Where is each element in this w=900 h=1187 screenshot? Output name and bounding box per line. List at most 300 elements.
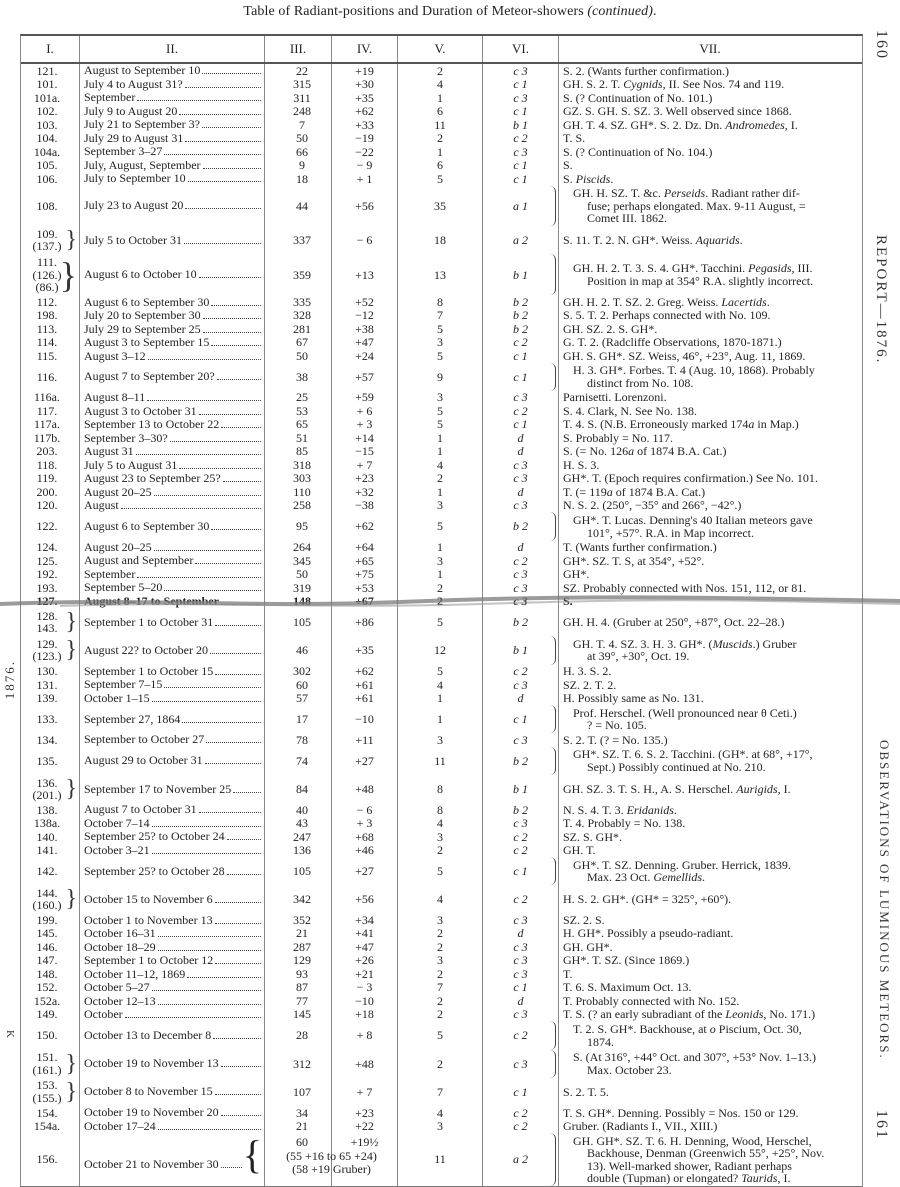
- right-ascension: 315: [293, 77, 311, 91]
- entry-number: 106.: [36, 171, 58, 186]
- declination: +67: [355, 594, 374, 609]
- notes-text: S. 4. Clark, N. See No. 138.: [563, 403, 697, 418]
- entry-number-cell: [21, 803, 79, 817]
- duration: [84, 472, 262, 485]
- class-mark: c 3: [513, 953, 528, 968]
- notes-line: [563, 941, 858, 954]
- notes-text: S. 2. T. (? = No. 135.): [563, 732, 668, 747]
- duration-cell: [79, 172, 264, 186]
- table-row: [21, 445, 862, 459]
- notes-line: [563, 844, 858, 857]
- meteor-count: 2: [437, 993, 443, 1008]
- entry-number-cell: [21, 541, 79, 555]
- right-ascension: 136: [293, 843, 311, 858]
- ra-cell: [264, 857, 331, 885]
- ra-cell: [264, 105, 331, 119]
- decl-cell: [331, 581, 397, 595]
- table-row: [21, 733, 862, 747]
- class-cell: [482, 541, 558, 555]
- notes-cell: [558, 64, 861, 78]
- notes-italic: Eridanids: [626, 802, 674, 817]
- notes-text: .: [739, 233, 743, 248]
- notes-cell: [558, 568, 861, 582]
- notes-line: [563, 734, 858, 747]
- meteor-count-cell: [397, 186, 482, 227]
- right-ascension: 105: [293, 863, 311, 878]
- dot-leader: [215, 923, 261, 924]
- meteor-count-cell: [397, 803, 482, 817]
- notes-line: [563, 323, 858, 336]
- notes-italic: a: [606, 484, 613, 499]
- meteor-count-cell: [397, 857, 482, 885]
- ra-cell: [264, 472, 331, 486]
- decl-cell: [331, 733, 397, 747]
- class-mark: c 3: [513, 966, 528, 981]
- entry-number: 138.: [36, 802, 58, 817]
- notes-text: T. 4. S. (N.B. Erroneously marked 174: [563, 417, 749, 432]
- decl-cell: [331, 954, 397, 968]
- meteor-count-cell: [397, 458, 482, 472]
- declination: − 6: [356, 802, 373, 817]
- notes-text: GH. H. 2. T. 3. S. 4. GH*. Tacchini.: [573, 261, 749, 276]
- notes-text: N. S. 4. T. 3.: [563, 802, 627, 817]
- entry-number-cell: [21, 692, 79, 706]
- notes-text: G. T. 2. (Radcliffe Observations, 1870-1871.): [563, 335, 782, 350]
- table-row: [21, 105, 862, 119]
- notes-cell: [558, 844, 861, 858]
- entry-number-cell: [21, 91, 79, 105]
- table-row: [21, 186, 862, 227]
- declination: +65: [355, 553, 374, 568]
- notes-cell: [558, 665, 861, 679]
- right-ascension: 34: [296, 1105, 308, 1120]
- entry-number: 111.: [36, 255, 58, 270]
- duration: [84, 954, 262, 967]
- duration: [84, 830, 262, 843]
- notes-line: [563, 105, 858, 118]
- duration-text: July 21 to September 3?: [84, 117, 200, 132]
- class-mark: c 3: [513, 732, 528, 747]
- notes-cell: [558, 159, 861, 173]
- entry-number: 128.: [36, 608, 58, 623]
- meteor-count: 4: [437, 1105, 443, 1120]
- class-cell: [482, 458, 558, 472]
- entry-number-cell: [21, 226, 79, 254]
- meteor-count: 4: [437, 816, 443, 831]
- ra-cell: [264, 817, 331, 831]
- class-mark: b 1: [513, 643, 528, 658]
- notes-text: GH*. T. SZ. (Since 1869.): [563, 953, 690, 968]
- notes-text: H. GH*. Possibly a pseudo-radiant.: [563, 926, 734, 941]
- right-ascension: 312: [293, 1056, 311, 1071]
- declination: +27: [355, 863, 374, 878]
- declination: +33: [355, 117, 374, 132]
- class-cell: [482, 404, 558, 418]
- meteor-count-cell: [397, 830, 482, 844]
- table-row: [21, 913, 862, 927]
- ra-cell: [264, 159, 331, 173]
- duration-text: October 5–27: [84, 980, 150, 995]
- entry-number: 116a.: [34, 390, 60, 405]
- duration-cell: [79, 512, 264, 540]
- class-cell: [482, 145, 558, 159]
- notes-line: [563, 679, 858, 692]
- entry-number-cell: [21, 105, 79, 119]
- decl-cell: [331, 91, 397, 105]
- notes-line: [563, 783, 858, 796]
- right-ascension: 21: [296, 926, 308, 941]
- notes-text: distinct from No. 108.: [587, 375, 694, 390]
- meteor-count-cell: [397, 145, 482, 159]
- decl-cell: [331, 363, 397, 391]
- ra-cell: [264, 78, 331, 92]
- right-ascension: 359: [293, 267, 311, 282]
- notes-cell: [558, 472, 861, 486]
- notes-line: [563, 831, 858, 844]
- duration: [84, 927, 262, 940]
- duration-text: September 3–30?: [84, 430, 168, 445]
- decl-cell: [331, 391, 397, 405]
- entry-number: 121.: [36, 63, 58, 78]
- class-mark: c 1: [513, 863, 528, 878]
- duration-cell: [79, 830, 264, 844]
- notes-italic: Piscids: [575, 171, 611, 186]
- duration-text: July 5 to October 31: [84, 232, 182, 247]
- decl-cell: [331, 1050, 397, 1078]
- meteor-count: 1: [437, 567, 443, 582]
- duration: [84, 754, 262, 767]
- notes-text: T. S. (? an early subradiant of the: [563, 1007, 726, 1022]
- class-cell: [482, 226, 558, 254]
- meteor-count-cell: [397, 927, 482, 941]
- table-row: [21, 431, 862, 445]
- notes-cell: [558, 608, 861, 636]
- notes-text: T. (Wants further confirmation.): [563, 540, 717, 555]
- decl-cell: [331, 295, 397, 309]
- duration-text: August 3 to October 31: [84, 403, 197, 418]
- entry-number-cell: [21, 145, 79, 159]
- entry-number: 116.: [36, 369, 58, 384]
- dot-leader: [121, 508, 261, 509]
- notes-text: S. Probably = No. 117.: [563, 430, 673, 445]
- dot-leader: [221, 1115, 261, 1116]
- ra-cell: [264, 322, 331, 336]
- declination: +27: [355, 753, 374, 768]
- right-ascension: 264: [293, 540, 311, 555]
- decl-cell: [331, 512, 397, 540]
- entry-number-cell: [21, 981, 79, 995]
- duration-text: September 1 to October 15: [84, 663, 214, 678]
- entry-number: 131.: [36, 677, 58, 692]
- notes-brace: [547, 363, 556, 391]
- declination: −10: [355, 993, 374, 1008]
- duration-text: October 21 to November 30: [84, 1156, 219, 1171]
- table-row: [21, 309, 862, 323]
- meteor-count-cell: [397, 91, 482, 105]
- notes-line: [563, 350, 858, 363]
- declination: +11: [355, 732, 374, 747]
- notes-cell: [558, 595, 861, 609]
- duration-cell: [79, 145, 264, 159]
- meteor-count-cell: [397, 692, 482, 706]
- duration-text: September: [84, 90, 136, 105]
- notes-brace: [547, 1133, 556, 1186]
- duration: [84, 1106, 262, 1119]
- class-cell: [482, 981, 558, 995]
- class-mark: c 1: [513, 980, 528, 995]
- meteor-count: 35: [434, 198, 446, 213]
- table-row: [21, 830, 862, 844]
- table-row: [21, 512, 862, 540]
- meteor-count: 11: [434, 117, 446, 132]
- ra-cell: [264, 295, 331, 309]
- notes-line: [573, 1172, 858, 1185]
- notes-text: S. (? Continuation of No. 101.): [563, 90, 713, 105]
- notes-text: S.: [563, 171, 576, 186]
- right-ascension: 352: [293, 912, 311, 927]
- dot-leader: [202, 73, 261, 74]
- class-cell: [482, 595, 558, 609]
- table-row: [21, 1133, 862, 1186]
- entry-number: 125.: [36, 553, 58, 568]
- entry-number: 148.: [36, 966, 58, 981]
- duration: [84, 105, 262, 118]
- dot-leader: [137, 100, 261, 101]
- notes-text: GZ. S. GH. S. SZ. 3. Well observed since 1868.: [563, 104, 792, 118]
- duration-text: October: [84, 1007, 123, 1022]
- notes-cell: [558, 105, 861, 119]
- class-mark: c 3: [513, 90, 528, 105]
- notes-text: GH*. T. SZ. Denning. Gruber. Herrick, 1839.: [573, 857, 791, 872]
- duration-cell: [79, 431, 264, 445]
- notes-text: , I.: [784, 117, 798, 132]
- class-cell: [482, 322, 558, 336]
- entry-number-cell: [21, 295, 79, 309]
- table-row: [21, 940, 862, 954]
- duration-cell: [79, 1106, 264, 1120]
- notes-cell: [558, 692, 861, 706]
- decl-cell: [331, 404, 397, 418]
- decl-cell: [331, 1008, 397, 1022]
- meteor-count-cell: [397, 595, 482, 609]
- meteor-count: 8: [437, 294, 443, 309]
- duration-text: September 17 to November 25: [84, 781, 232, 796]
- declination: +41: [355, 926, 374, 941]
- table-row: [21, 363, 862, 391]
- table-header: [21, 36, 862, 64]
- right-ascension: 17: [296, 711, 308, 726]
- duration: [84, 568, 262, 581]
- table-row: [21, 581, 862, 595]
- notes-brace: [547, 1021, 556, 1049]
- meteor-count: 5: [437, 664, 443, 679]
- meteor-count-cell: [397, 159, 482, 173]
- notes-line: [563, 499, 858, 512]
- notes-line: [563, 893, 858, 906]
- notes-text: double (Tupman) or elongated?: [587, 1171, 742, 1186]
- table-row: [21, 349, 862, 363]
- class-mark: c 1: [513, 711, 528, 726]
- header-col-2: II.: [79, 36, 264, 62]
- right-ascension: 51: [296, 430, 308, 445]
- ra-cell: [264, 981, 331, 995]
- duration-cell: [79, 608, 264, 636]
- duration: [84, 616, 262, 629]
- notes-line: [573, 527, 858, 540]
- table-row: [21, 499, 862, 513]
- meteor-count: 1: [437, 430, 443, 445]
- duration: [84, 803, 262, 816]
- notes-italic: Lacertids: [721, 294, 767, 309]
- entry-number-cell: [21, 322, 79, 336]
- duration-text: October 17–24: [84, 1118, 156, 1133]
- declination: + 8: [356, 1028, 373, 1043]
- notes-text: .: [610, 171, 614, 186]
- group-brace: }: [65, 1050, 77, 1077]
- notes-cell: [558, 830, 861, 844]
- meteor-count: 13: [434, 267, 446, 282]
- duration-cell: [79, 844, 264, 858]
- duration: [84, 159, 262, 172]
- duration-text: September 3–27: [84, 144, 163, 159]
- notes-text: GH. H. 2. T. SZ. 2. Greg. Weiss.: [563, 294, 722, 309]
- dot-leader: [221, 1167, 242, 1168]
- entry-number: 109.: [36, 226, 58, 241]
- entry-number: 139.: [36, 691, 58, 706]
- dot-leader: [202, 127, 261, 128]
- duration: [84, 1029, 262, 1042]
- class-cell: [482, 994, 558, 1008]
- duration-cell: [79, 981, 264, 995]
- entry-number-cell: [21, 418, 79, 432]
- right-ascension: 107: [293, 1084, 311, 1099]
- duration-text: September: [84, 566, 136, 581]
- duration-cell: [79, 105, 264, 119]
- duration-cell: [79, 458, 264, 472]
- declination: − 3: [356, 980, 373, 995]
- entry-number: 154a.: [33, 1119, 61, 1134]
- declination: −10: [355, 711, 374, 726]
- meteor-count-cell: [397, 817, 482, 831]
- notes-text: , I.: [777, 1171, 791, 1186]
- entry-number: 112.: [36, 294, 58, 309]
- notes-brace: [547, 186, 556, 227]
- duration-text: August 8–17 to September: [84, 593, 219, 608]
- duration: [84, 995, 262, 1008]
- duration-cell: [79, 1120, 264, 1134]
- duration: [84, 941, 262, 954]
- entry-number-cell: [21, 733, 79, 747]
- entry-number-cell: [21, 391, 79, 405]
- notes-text: H. 3. GH*. Forbes. T. 4 (Aug. 10, 1868). Probably: [573, 363, 815, 378]
- notes-line: [563, 541, 858, 554]
- declination: −15: [355, 444, 374, 459]
- notes-text: 101°, +57°. R.A. in Map incorrect.: [587, 525, 755, 540]
- notes-cell: [558, 485, 861, 499]
- meteor-count: 5: [437, 321, 443, 336]
- decl-cell: [331, 981, 397, 995]
- table-row: [21, 608, 862, 636]
- notes-cell: [558, 994, 861, 1008]
- notes-line: [563, 817, 858, 830]
- entry-number: 134.: [36, 732, 58, 747]
- class-mark: c 3: [513, 498, 528, 513]
- notes-line: [563, 391, 858, 404]
- duration-cell: [79, 64, 264, 78]
- meteor-count-cell: [397, 981, 482, 995]
- notes-cell: [558, 349, 861, 363]
- declination: −22: [355, 144, 374, 159]
- right-ascension: 345: [293, 553, 311, 568]
- notes-cell: [558, 78, 861, 92]
- notes-text: GH. H. 4. (Gruber at 250°, +87°, Oct. 22–28.): [563, 615, 785, 629]
- meteor-count: 11: [434, 1152, 446, 1167]
- declination: +59: [355, 390, 374, 405]
- table-row: [21, 678, 862, 692]
- entry-number-cell: [21, 954, 79, 968]
- dot-leader: [211, 345, 261, 346]
- ra-cell: [264, 391, 331, 405]
- meteor-count: 1: [437, 711, 443, 726]
- entry-number: 200.: [36, 484, 58, 499]
- duration: [84, 78, 262, 91]
- duration: [84, 350, 262, 363]
- duration-text: August 3 to September 15: [84, 335, 210, 350]
- table-row: [21, 994, 862, 1008]
- class-cell: [482, 844, 558, 858]
- decl-cell: [331, 226, 397, 254]
- meteor-count-cell: [397, 1008, 482, 1022]
- right-ascension: 148: [293, 594, 311, 609]
- duration: [84, 692, 262, 705]
- dot-leader: [152, 853, 261, 854]
- ra-cell: [264, 803, 331, 817]
- duration-text: July 5 to August 31: [84, 457, 178, 472]
- duration: [84, 733, 262, 746]
- duration-cell: [79, 581, 264, 595]
- notes-italic: Cygnids: [623, 77, 663, 91]
- duration-cell: [79, 485, 264, 499]
- meteor-count-cell: [397, 445, 482, 459]
- table-body: [21, 64, 862, 1186]
- notes-cell: [558, 391, 861, 405]
- duration: [84, 296, 262, 309]
- entry-number: 129.: [36, 636, 58, 651]
- meteor-count-cell: [397, 747, 482, 775]
- entry-number-cell: [21, 458, 79, 472]
- entry-number: 101a.: [33, 90, 61, 105]
- dot-leader: [152, 826, 261, 827]
- ra-cell: [264, 118, 331, 132]
- class-mark: b 1: [513, 267, 528, 282]
- declination: +21: [355, 966, 374, 981]
- decl-cell: [331, 105, 397, 119]
- duration: [84, 486, 262, 499]
- right-ascension: 287: [293, 939, 311, 954]
- duration: [84, 713, 262, 726]
- notes-italic: Muscids: [712, 636, 753, 651]
- notes-text: S. (At 316°, +44° Oct. and 307°, +53° Nov. 1–13.): [573, 1050, 816, 1065]
- duration-text: July, August, September: [84, 157, 201, 172]
- duration-text: August 23 to September 25?: [84, 471, 221, 486]
- notes-text: of 1874 B.A. Cat.): [612, 484, 706, 499]
- entry-number: 141.: [36, 843, 58, 858]
- meteor-count: 9: [437, 369, 443, 384]
- table-row: [21, 418, 862, 432]
- class-cell: [482, 885, 558, 913]
- class-cell: [482, 105, 558, 119]
- notes-text: S. (? Continuation of No. 104.): [563, 144, 713, 159]
